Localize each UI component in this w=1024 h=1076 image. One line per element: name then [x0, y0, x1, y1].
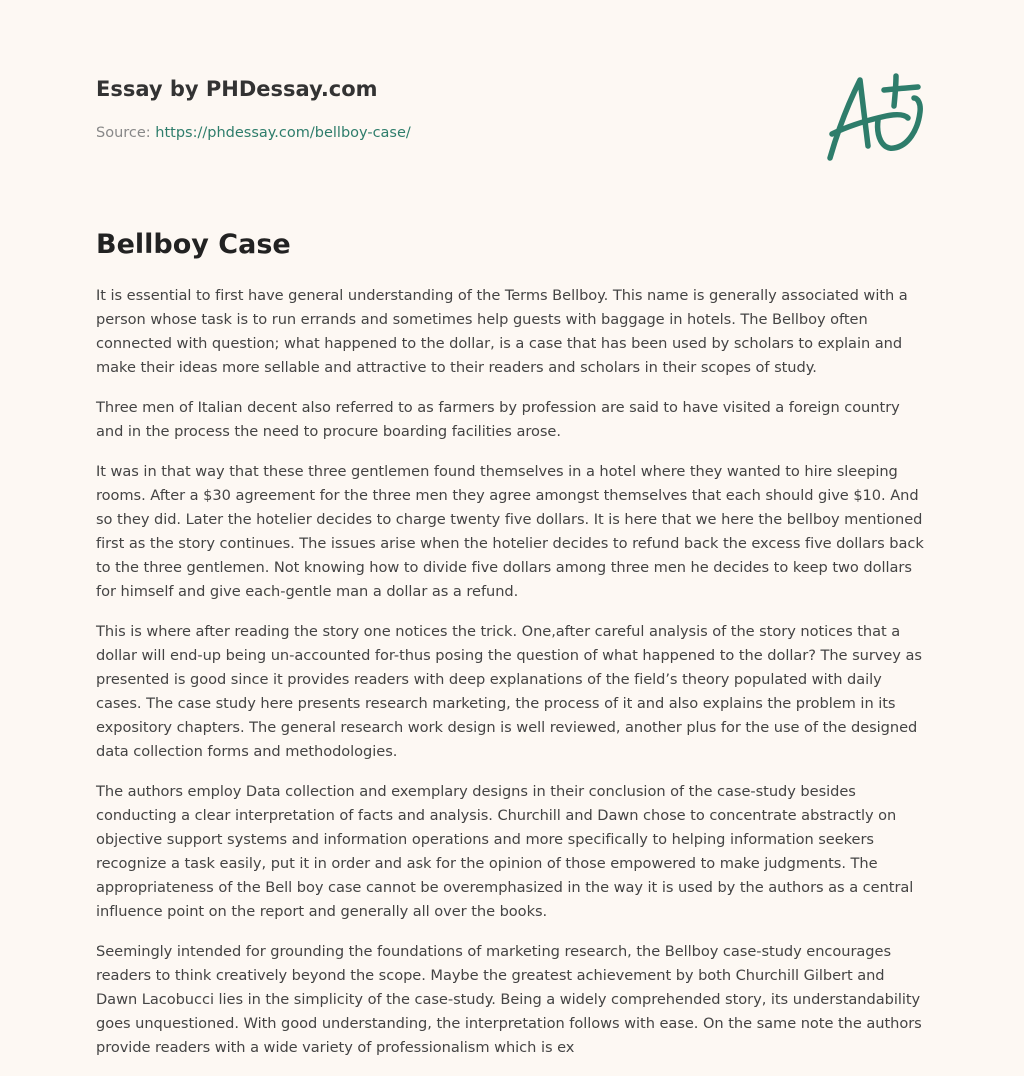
paragraph: The authors employ Data collection and exemplary designs in their conclusion of the case-study besides conducting a clear interpretation of facts and analysis. Churchill and Dawn chose to concentrate abstractly on objective support systems and information operations and more specifically to helping information seekers recognize a task easily, put it in order and ask for the opinion of those empowered to make judgments. The appropriateness of the Bell boy case cannot be overemphasized in the way it is used by the authors as a central influence point on the report and generally all over the books.: [96, 783, 914, 920]
source-line: [96, 123, 411, 143]
a-plus-grade-icon: [822, 68, 928, 164]
source-link[interactable]: https://phdessay.com/bellboy-case/: [155, 125, 411, 141]
article-body: [96, 284, 930, 1076]
site-header: [96, 74, 696, 104]
article-title: Bellboy Case: [96, 229, 291, 260]
paragraph: It is essential to first have general understanding of the Terms Bellboy. This name is generally associated with a person whose task is to run errands and sometimes help guests with baggage in hotels. The Bellboy often connected with question; what happened to the dollar, is a case that has been used by scholars to explain and make their ideas more sellable and attractive to their readers and scholars in their scopes of study.: [96, 287, 908, 376]
paragraph: Seemingly intended for grounding the foundations of marketing research, the Bellboy case-study encourages readers to think creatively beyond the scope. Maybe the greatest achievement by both Churchill Gilbert and Dawn Lacobucci lies in the simplicity of the case-study. Being a widely comprehended story, its understandability goes unquestioned. With good understanding, the interpretation follows with ease. On the same note the authors provide readers with a wide variety of professionalism which is ex: [96, 943, 922, 1056]
paragraph: It was in that way that these three gentlemen found themselves in a hotel where they wanted to hire sleeping rooms. After a $30 agreement for the three men they agree amongst themselves that each should give $10. And so they did. Later the hotelier decides to charge twenty five dollars. It is here that we here the bellboy mentioned first as the story continues. The issues arise when the hotelier decides to refund back the excess five dollars back to the three gentlemen. Not knowing how to divide five dollars among three men he decides to keep two dollars for himself and give each-gentle man a dollar as a refund.: [96, 463, 924, 600]
paragraph: Three men of Italian decent also referred to as farmers by profession are said to have visited a foreign country and in the process the need to procure boarding facilities arose.: [96, 399, 900, 440]
brand-title: Essay by PHDessay.com: [96, 77, 378, 101]
source-label: Source:: [96, 125, 151, 141]
paragraph: This is where after reading the story one notices the trick. One,after careful analysis of the story notices that a dollar will end-up being un-accounted for-thus posing the question of what happened to the dollar? The survey as presented is good since it provides readers with deep explanations of the field’s theory populated with daily cases. The case study here presents research marketing, the process of it and also explains the problem in its expository chapters. The general research work design is well reviewed, another plus for the use of the designed data collection forms and methodologies.: [96, 623, 922, 760]
